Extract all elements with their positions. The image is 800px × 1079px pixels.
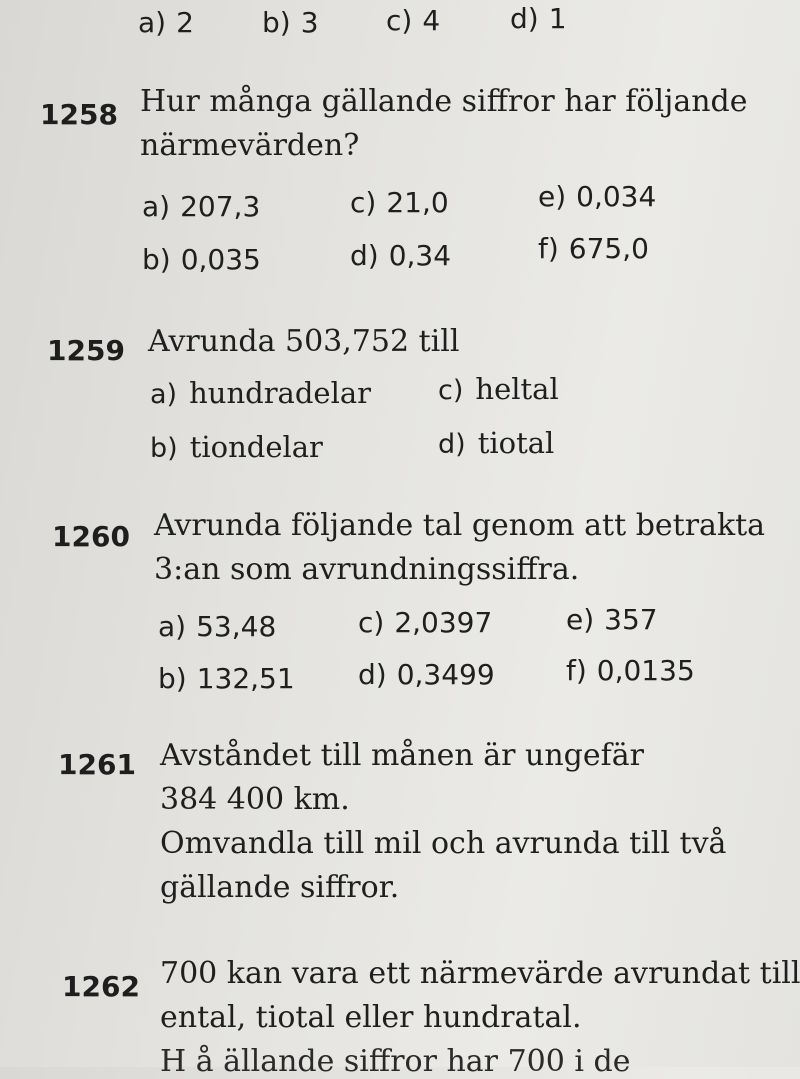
problem-number-1261: 1261 [58,748,136,781]
option-1258-c [350,186,449,219]
option-letter: a) [150,379,178,410]
problem-number-1260: 1260 [52,520,130,553]
option-letter: b) [262,6,291,39]
option-1259-b [150,430,323,464]
option-value: 207,3 [180,190,261,223]
option-1258-d [350,239,451,272]
option-letter: d) [438,429,466,460]
option-letter: d) [358,658,387,691]
option-value: 4 [422,4,441,37]
problem-number-1258: 1258 [40,98,118,131]
option-letter: f) [538,232,559,265]
stem-line: gällande siffror. [160,870,400,905]
option-value: 357 [604,603,658,636]
option-value: 0,035 [180,243,261,276]
option-letter: f) [566,654,587,687]
option-value: 21,0 [386,186,449,219]
top-option-c [386,4,440,37]
option-1260-b [158,662,295,695]
option-1258-b [142,243,261,276]
option-letter: c) [350,186,377,219]
option-letter: a) [142,190,171,223]
option-value: 0,0135 [596,654,695,687]
option-1258-a [142,190,260,223]
problem-number-1262: 1262 [62,970,140,1003]
option-value: 132,51 [196,662,295,695]
option-value: 675,0 [568,232,649,265]
option-letter: e) [538,180,567,213]
option-1260-a [158,610,276,643]
option-letter: a) [138,6,167,39]
option-letter: e) [566,603,595,636]
option-value: 0,3499 [396,658,495,691]
option-1258-f [538,232,649,265]
problem-stem-1262 [160,952,800,1040]
option-1260-d [358,658,495,691]
option-1259-d [438,426,554,460]
stem-line: 384 400 km. [160,782,350,817]
option-value: 0,34 [388,239,452,272]
option-letter: c) [386,4,413,37]
option-value: 3 [300,6,319,39]
option-1260-f [566,654,695,687]
option-letter: b) [142,243,171,276]
option-value: heltal [475,372,559,406]
top-option-a [138,6,194,39]
problem-stem-1261 [160,734,726,910]
option-value: tiotal [477,426,555,460]
stem-line: ental, tiotal eller hundratal. [160,1000,582,1035]
stem-line: Avrunda följande tal genom att betrakta [154,508,766,543]
option-1259-a [150,376,371,410]
option-1260-c [358,606,492,639]
option-value: 1 [548,2,567,35]
problem-stem-1258 [140,80,748,168]
problem-stem-1260 [154,504,765,592]
option-value: 0,034 [576,180,657,213]
stem-line: närmevärden? [140,128,360,163]
stem-line: 3:an som avrundningssiffra. [154,552,580,587]
stem-line: Hur många gällande siffror har följande [140,84,748,119]
stem-line: 700 kan vara ett närmevärde avrundat till [160,956,800,991]
stem-line: Omvandla till mil och avrunda till två [160,826,727,861]
option-letter: b) [150,433,178,464]
top-option-d [510,2,567,35]
stem-line: Avrunda 503,752 till [148,324,460,359]
option-1260-e [566,603,658,636]
option-letter: a) [158,610,187,643]
stem-line: Avståndet till månen är ungefär [160,738,644,773]
option-letter: d) [510,2,539,35]
option-letter: c) [358,606,385,639]
option-1258-e [538,180,656,213]
top-option-b [262,6,319,39]
problem-stem-1259 [148,320,459,364]
option-1259-c [438,372,559,406]
cut-off-text-line: H å ällande siffror har 700 i de [160,1044,631,1079]
option-value: 2,0397 [394,606,493,639]
option-value: hundradelar [189,376,371,410]
option-value: 53,48 [196,610,277,643]
option-letter: d) [350,239,379,272]
option-letter: b) [158,662,187,695]
option-value: 2 [176,6,194,39]
option-letter: c) [438,375,464,406]
problem-number-1259: 1259 [47,334,125,367]
option-value: tiondelar [189,430,323,464]
